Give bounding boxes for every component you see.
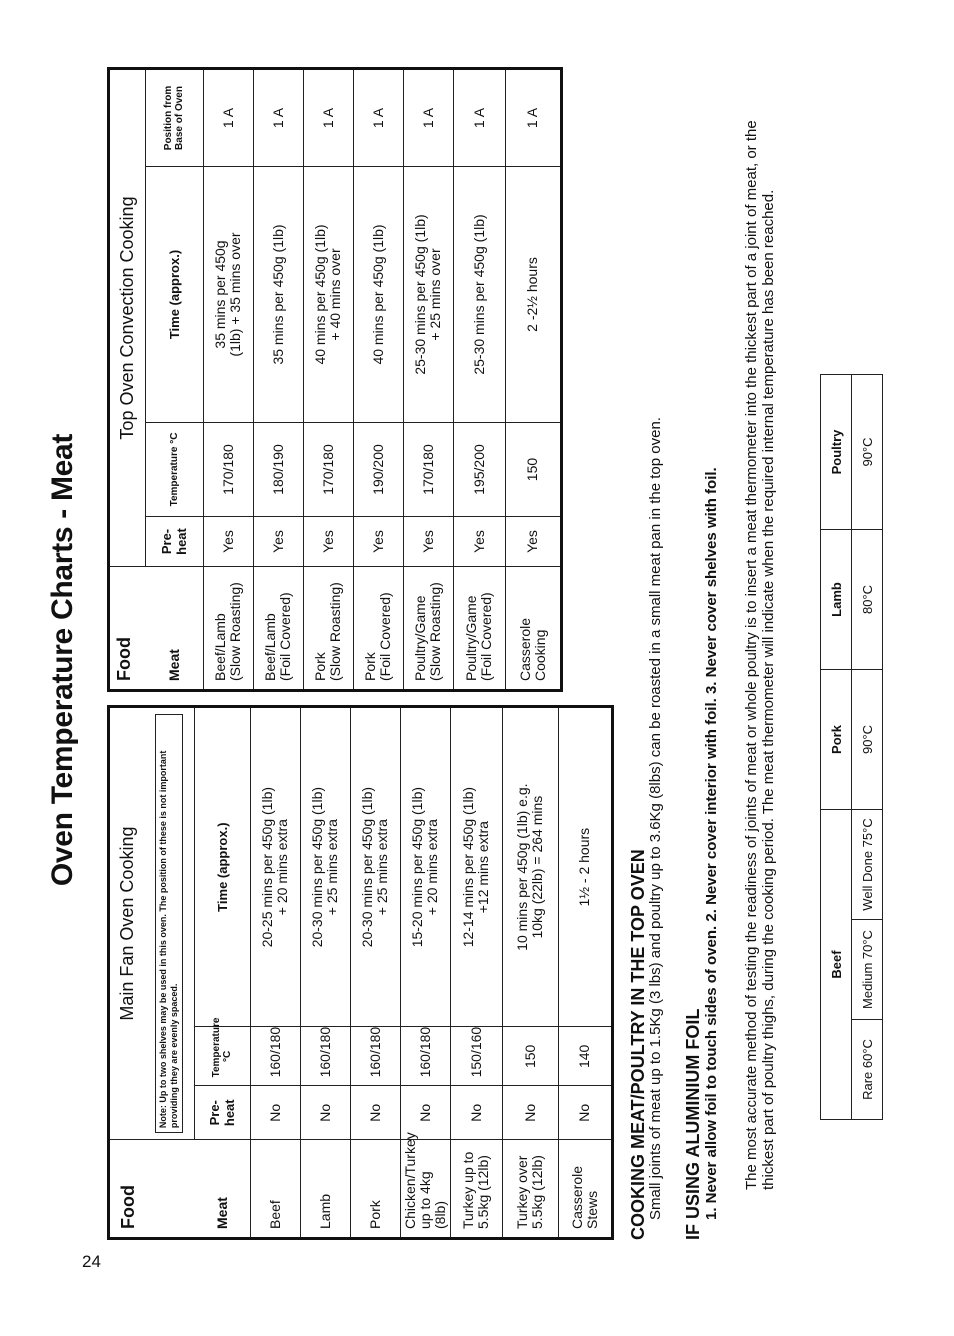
cooking-text: Small joints of meat up to 1.5Kg (3 lbs) and poultry up to 3.6Kg (8lbs) can be roasted in a small meat pan in the top oven. [647, 417, 664, 1220]
meat-column-header: Meat [145, 567, 203, 691]
temperature-cell: 160/180 [350, 1027, 400, 1086]
time-line-2: (1lb) + 35 mins over [227, 232, 243, 357]
time-line-2: + 25 mins extra [374, 819, 390, 916]
temperature-cell: 160/180 [300, 1027, 350, 1086]
temperature-cell: 150 [505, 423, 561, 517]
preheat-cell: No [502, 1086, 558, 1140]
table-row [300, 707, 350, 1239]
table-row [303, 68, 353, 690]
foil-heading: IF USING ALUMINIUM FOIL [683, 1008, 703, 1240]
temperature-cell: 160/180 [250, 1027, 300, 1086]
time-line-1: 25-30 mins per 450g (1lb) [470, 214, 487, 375]
food-header: Food [109, 567, 146, 691]
beef-medium-value: Medium 70°C [852, 920, 883, 1020]
page-number: 24 [82, 1252, 101, 1271]
top-oven-convection-table [107, 67, 563, 692]
time-line-1: 15-20 mins per 450g (1lb) [409, 786, 425, 948]
time-cell [353, 167, 403, 423]
time-line-1: 35 mins per 450g [212, 240, 228, 349]
meat-cell [303, 567, 353, 691]
time-cell [453, 167, 505, 423]
position-column-header: Position from Base of Oven [145, 68, 203, 166]
time-line-2: + 25 mins over [427, 248, 443, 341]
table-row [505, 68, 561, 690]
meat-line-2: (Foil Covered) [277, 592, 293, 681]
preheat-cell: Yes [303, 517, 353, 567]
temperature-column-header: Temperature °C [145, 423, 203, 517]
meat-cell: Chicken/Turkey up to 4kg (8lb) [400, 1140, 450, 1239]
temperature-cell: 150/160 [450, 1027, 502, 1086]
preheat-cell: No [250, 1086, 300, 1140]
temperature-cell: 170/180 [303, 423, 353, 517]
page-title: Oven Temperature Charts - Meat [46, 433, 79, 887]
table-row [403, 68, 453, 690]
position-cell: 1 A [303, 68, 353, 166]
position-cell: 1 A [403, 68, 453, 166]
time-line-2: + 25 mins extra [324, 819, 340, 916]
temperature-cell: 170/180 [403, 423, 453, 517]
meat-cell: Lamb [300, 1140, 350, 1239]
time-line-2: +12 mins extra [475, 821, 491, 914]
temperature-cell: 180/190 [253, 423, 303, 517]
time-line-1: 2 -2½ hours [524, 257, 540, 332]
meat-cell: Turkey up to 5.5kg (12lb) [450, 1140, 502, 1239]
meat-line-1: Beef/Lamb [212, 613, 228, 681]
meat-cell [353, 567, 403, 691]
time-cell [350, 707, 400, 1027]
preheat-column-header: Pre- heat [145, 517, 203, 567]
time-line-2: 10kg (22lb) = 264 mins [529, 795, 545, 939]
time-cell [403, 167, 453, 423]
preheat-cell: No [450, 1086, 502, 1140]
temperature-cell: 160/180 [400, 1027, 450, 1086]
meat-cell [505, 567, 561, 691]
meat-line-1: Poultry/Game [412, 595, 428, 681]
preheat-cell: No [300, 1086, 350, 1140]
pork-value: 90°C [852, 669, 883, 809]
time-cell [505, 167, 561, 423]
table-row [453, 68, 505, 690]
time-cell [253, 167, 303, 423]
time-line-1: 1½ - 2 hours [576, 827, 592, 907]
table-row [350, 707, 400, 1239]
main-fan-section-title: Main Fan Oven Cooking [109, 707, 145, 1140]
meat-line-2: (Slow Roasting) [227, 582, 243, 681]
temperature-column-header: Temperature °C [194, 1027, 250, 1086]
meat-cell [453, 567, 505, 691]
beef-well-done-value: Well Done 75°C [852, 809, 883, 919]
pork-header: Pork [821, 669, 852, 809]
cooking-heading: COOKING MEAT/POULTRY IN THE TOP OVEN [628, 849, 648, 1240]
table-row [450, 707, 502, 1239]
table-row [502, 707, 558, 1239]
time-line-1: 35 mins per 450g (1lb) [269, 224, 286, 365]
preheat-cell: No [350, 1086, 400, 1140]
rotated-page-content [40, 60, 920, 1260]
meat-cell [203, 567, 253, 691]
preheat-cell: Yes [353, 517, 403, 567]
lamb-value: 80°C [852, 529, 883, 669]
food-header: Food [109, 1140, 195, 1239]
position-cell: 1 A [253, 68, 303, 166]
preheat-column-header: Pre- heat [194, 1086, 250, 1140]
foil-rules: 1. Never allow foil to touch sides of oven. 2. Never cover interior with foil. 3. Never cover shelves with foil. [703, 467, 720, 1220]
preheat-cell: Yes [253, 517, 303, 567]
position-cell: 1 A [203, 68, 253, 166]
time-cell [300, 707, 350, 1027]
time-cell [558, 707, 612, 1027]
time-cell [502, 707, 558, 1027]
meat-line-2: (Foil Covered) [377, 592, 393, 681]
time-cell [400, 707, 450, 1027]
thermometer-text: The most accurate method of testing the readiness of joints of meat or whole poultry is to insert a meat thermometer into the thickest part of a joint of meat, or the thickest part of poultry thighs, during the cooking period. The meat thermometer will indicate when the required internal temperature has been reached. [743, 120, 777, 1190]
table-row [253, 68, 303, 690]
meat-line-2: (Foil Covered) [478, 592, 494, 681]
meat-line-1: Casserole Cooking [516, 617, 548, 681]
poultry-header: Poultry [821, 374, 852, 529]
meat-cell: Turkey over 5.5kg (12lb) [502, 1140, 558, 1239]
time-line-1: 10 mins per 450g (1lb) e.g. [514, 783, 530, 951]
meat-cell: Casserole Stews [558, 1140, 612, 1239]
position-cell: 1 A [453, 68, 505, 166]
time-line-2: + 20 mins extra [424, 819, 440, 916]
meat-line-2: (Slow Roasting) [327, 582, 343, 681]
time-line-1: 40 mins per 450g (1lb) [312, 224, 328, 365]
temperature-cell: 170/180 [203, 423, 253, 517]
time-line-1: 12-14 mins per 450g (1lb) [460, 786, 476, 948]
internal-temperature-table [820, 374, 883, 1120]
time-column-header: Time (approx.) [145, 167, 203, 423]
time-line-2: + 40 mins over [327, 248, 343, 341]
preheat-cell: No [400, 1086, 450, 1140]
beef-header: Beef [821, 809, 852, 1119]
meat-line-1: Pork [312, 652, 328, 681]
preheat-cell: Yes [505, 517, 561, 567]
table-row [353, 68, 403, 690]
time-line-1: 20-25 mins per 450g (1lb) [259, 786, 275, 948]
poultry-value: 90°C [852, 374, 883, 529]
top-oven-section-title: Top Oven Convection Cooking [109, 68, 145, 566]
main-fan-oven-table [107, 705, 614, 1240]
preheat-cell: Yes [453, 517, 505, 567]
position-cell: 1 A [505, 68, 561, 166]
time-line-2: + 20 mins extra [274, 819, 290, 916]
time-line-1: 40 mins per 450g (1lb) [369, 224, 386, 365]
preheat-cell: No [558, 1086, 612, 1140]
table-row [400, 707, 450, 1239]
meat-line-1: Poultry/Game [463, 595, 479, 681]
time-line-1: 25-30 mins per 450g (1lb) [412, 214, 428, 375]
time-cell [450, 707, 502, 1027]
shelf-note: Note: Up to two shelves may be used in this oven. The position of these is not important providing they are evenly spaced. [155, 714, 183, 1133]
time-cell [250, 707, 300, 1027]
time-cell [303, 167, 353, 423]
temperature-cell: 195/200 [453, 423, 505, 517]
beef-rare-value: Rare 60°C [852, 1020, 883, 1120]
lamb-header: Lamb [821, 529, 852, 669]
meat-line-1: Pork [362, 652, 378, 681]
time-cell [203, 167, 253, 423]
meat-line-1: Beef/Lamb [262, 613, 278, 681]
time-column-header: Time (approx.) [194, 707, 250, 1027]
meat-cell [403, 567, 453, 691]
temperature-cell: 190/200 [353, 423, 403, 517]
temperature-cell: 150 [502, 1027, 558, 1086]
meat-line-2: (Slow Roasting) [427, 582, 443, 681]
temperature-cell: 140 [558, 1027, 612, 1086]
meat-column-header: Meat [194, 1140, 250, 1239]
time-line-1: 20-30 mins per 450g (1lb) [309, 786, 325, 948]
position-cell: 1 A [353, 68, 403, 166]
preheat-cell: Yes [203, 517, 253, 567]
meat-cell: Beef [250, 1140, 300, 1239]
time-line-1: 20-30 mins per 450g (1lb) [359, 786, 375, 948]
preheat-cell: Yes [403, 517, 453, 567]
table-row [203, 68, 253, 690]
table-row [250, 707, 300, 1239]
meat-cell: Pork [350, 1140, 400, 1239]
table-row [558, 707, 612, 1239]
meat-cell [253, 567, 303, 691]
